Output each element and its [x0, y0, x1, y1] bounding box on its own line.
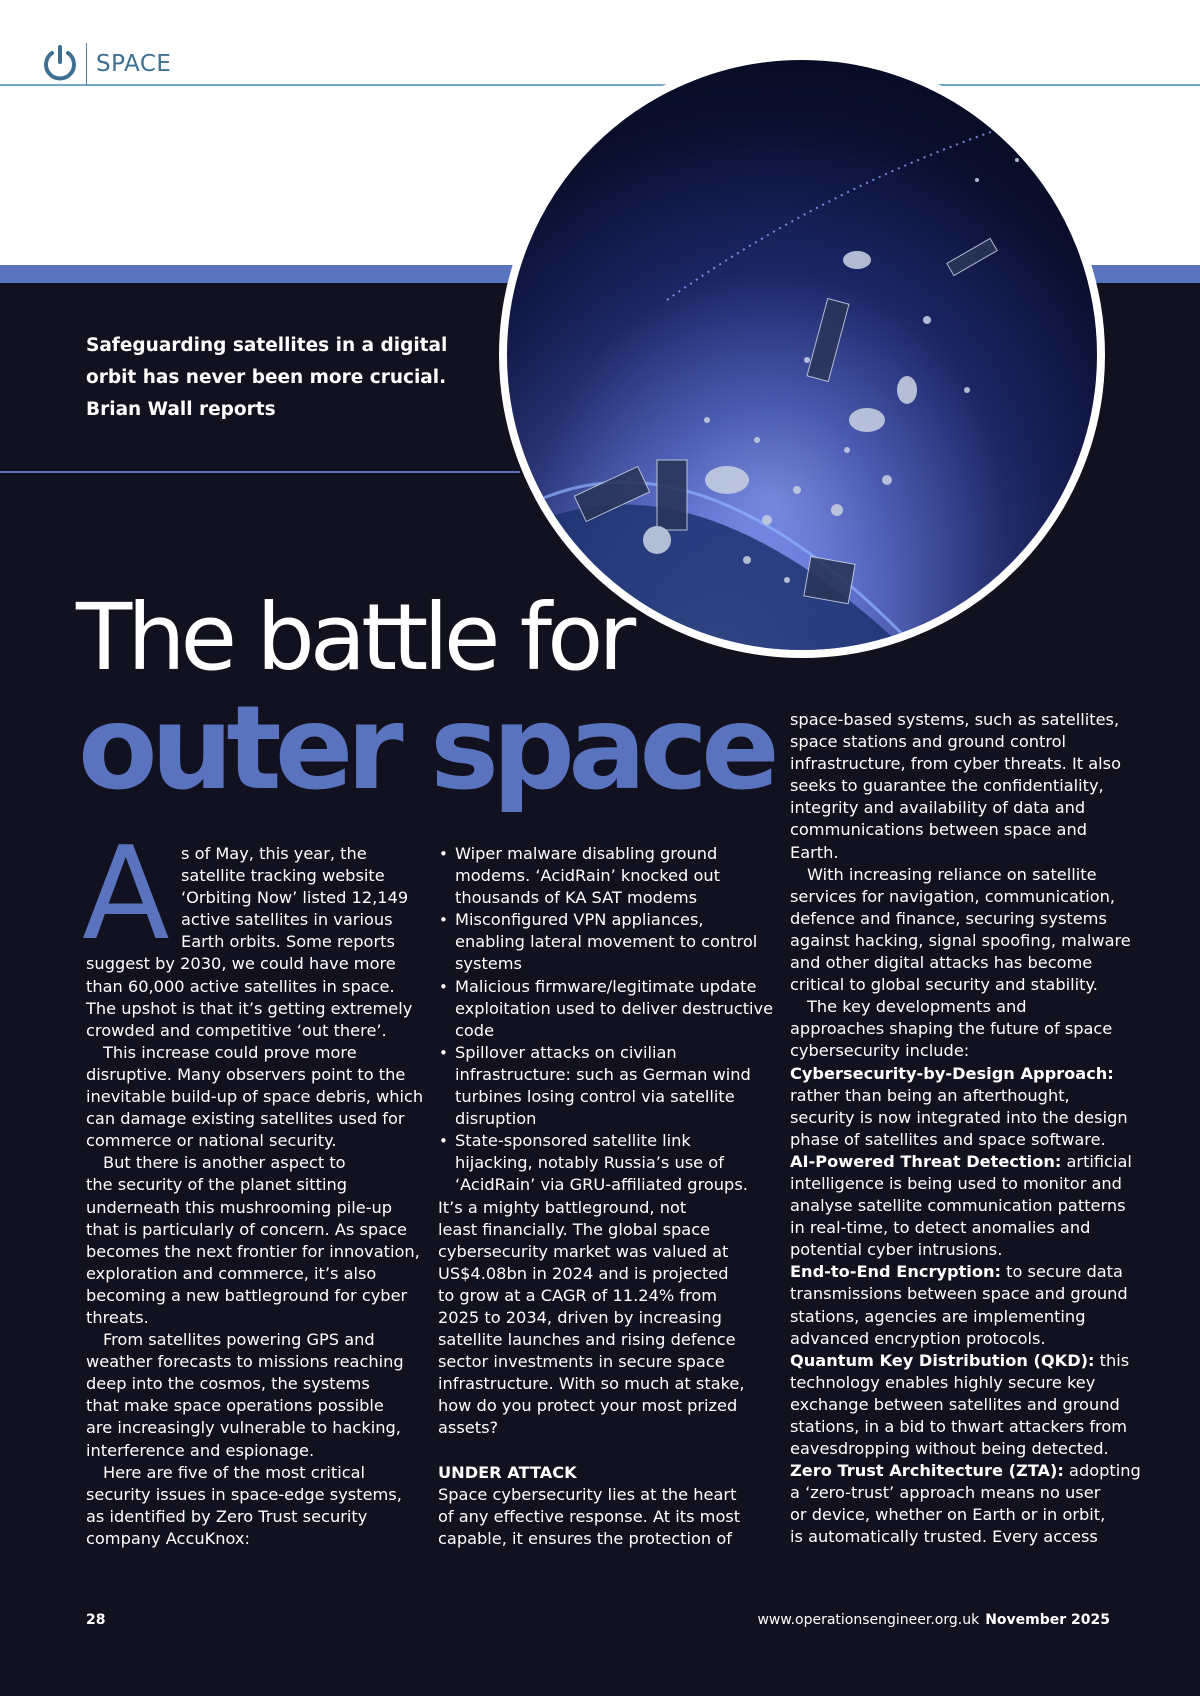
text-line: seeks to guarantee the confidentiality,: [790, 776, 1104, 796]
text-line: rather than being an afterthought,: [790, 1085, 1070, 1105]
text-line: satellite tracking website: [181, 866, 385, 886]
text-line: capable, it ensures the protection of: [438, 1528, 732, 1548]
text-line: potential cyber intrusions.: [790, 1240, 1003, 1260]
text-line: US$4.08bn in 2024 and is projected: [438, 1263, 729, 1283]
list-item: [438, 1042, 778, 1130]
text-line: stations, agencies are implementing: [790, 1306, 1086, 1326]
text-line: a ‘zero-trust’ approach means no user: [790, 1483, 1101, 1503]
list-item: [438, 909, 778, 975]
definition-text: to secure data: [1000, 1262, 1123, 1282]
definition-term-line: [790, 1460, 1141, 1482]
text-line: cybersecurity include:: [790, 1041, 970, 1061]
text-line: threats.: [86, 1307, 149, 1327]
text-line: Space cybersecurity lies at the heart: [438, 1484, 737, 1504]
text-line: transmissions between space and ground: [790, 1284, 1128, 1304]
text-line: to grow at a CAGR of 11.24% from: [438, 1285, 718, 1305]
text-line: advanced encryption protocols.: [790, 1328, 1046, 1348]
section-label: SPACE: [96, 51, 172, 77]
definition-term-line: [790, 1063, 1130, 1085]
definition-term-line: [790, 1151, 1130, 1173]
text-line: code: [455, 1020, 495, 1040]
text-line: • Misconfigured VPN appliances,: [455, 910, 704, 930]
text-line: intelligence is being used to monitor and: [790, 1173, 1122, 1193]
text-line: infrastructure, from cyber threats. It also: [790, 754, 1121, 774]
text-line: of any effective response. At its most: [438, 1506, 741, 1526]
text-line: that make space operations possible: [86, 1396, 384, 1416]
text-line: company AccuKnox:: [86, 1528, 250, 1548]
security-issues-list: [438, 843, 778, 1197]
subheading: UNDER ATTACK: [438, 1462, 577, 1482]
text-line: active satellites in various: [181, 910, 393, 930]
text-line: ‘Orbiting Now’ listed 12,149: [181, 888, 409, 908]
definition-term-line: [790, 1350, 1130, 1372]
definition-term: AI-Powered Threat Detection:: [790, 1151, 1062, 1171]
satellite-debris-illustration: [507, 60, 1097, 650]
text-line: deep into the cosmos, the systems: [86, 1374, 370, 1394]
text-line: than 60,000 active satellites in space.: [86, 976, 395, 996]
definition-term: Zero Trust Architecture (ZTA):: [790, 1461, 1064, 1481]
text-line: how do you protect your most prized: [438, 1396, 738, 1416]
text-line: thousands of KA SAT modems: [455, 888, 698, 908]
definition-term: Quantum Key Distribution (QKD):: [790, 1350, 1095, 1370]
text-line: security issues in space-edge systems,: [86, 1484, 402, 1504]
text-line: that is particularly of concern. As space: [86, 1219, 407, 1239]
page-number: 28: [86, 1612, 106, 1628]
definition-term: End-to-End Encryption:: [790, 1262, 1001, 1282]
text-line: crowded and competitive ‘out there’.: [86, 1020, 387, 1040]
text-line: 2025 to 2034, driven by increasing: [438, 1307, 722, 1327]
list-item: [438, 1130, 778, 1196]
footer-info: [757, 1612, 1110, 1628]
text-line: space stations and ground control: [790, 732, 1067, 752]
text-line: Earth.: [790, 842, 839, 862]
text-line: cybersecurity market was valued at: [438, 1241, 729, 1261]
text-line: But there is another aspect to: [103, 1153, 346, 1173]
text-line: as identified by Zero Trust security: [86, 1506, 368, 1526]
text-line: suggest by 2030, we could have more: [86, 954, 396, 974]
article-column-2: [438, 843, 778, 1550]
text-line: It’s a mighty battleground, not: [438, 1197, 687, 1217]
satellite-debris-image: [499, 52, 1105, 658]
text-line: space-based systems, such as satellites,: [790, 710, 1120, 729]
text-line: or device, whether on Earth or in orbit,: [790, 1505, 1106, 1525]
text-line: is automatically trusted. Every access: [790, 1527, 1098, 1547]
text-line: least financially. The global space: [438, 1219, 711, 1239]
section-header: [40, 42, 171, 86]
text-line: eavesdropping without being detected.: [790, 1439, 1109, 1459]
header-rule: [0, 84, 1200, 86]
headline-line-2: outer space: [78, 681, 773, 816]
text-line: Here are five of the most critical: [103, 1462, 366, 1482]
text-line: hijacking, notably Russia’s use of: [455, 1153, 724, 1173]
text-line: With increasing reliance on satellite: [807, 864, 1097, 884]
text-line: exploitation used to deliver destructive: [455, 998, 774, 1018]
definition-text: this: [1094, 1350, 1130, 1370]
text-line: sector investments in secure space: [438, 1352, 725, 1372]
standfirst: [86, 330, 466, 426]
text-line: underneath this mushrooming pile-up: [86, 1197, 393, 1217]
text-line: This increase could prove more: [103, 1042, 357, 1062]
text-line: The upshot is that it’s getting extremely: [86, 998, 413, 1018]
text-line: • State-sponsored satellite link: [455, 1131, 691, 1151]
text-line: systems: [455, 954, 522, 974]
definition-text: adopting: [1063, 1461, 1141, 1481]
text-line: security is now integrated into the design: [790, 1107, 1128, 1127]
text-line: analyse satellite communication patterns: [790, 1196, 1126, 1216]
text-line: satellite launches and rising defence: [438, 1330, 736, 1350]
text-line: exploration and commerce, it’s also: [86, 1263, 377, 1283]
text-line: and other digital attacks has become: [790, 953, 1093, 973]
text-line: commerce or national security.: [86, 1131, 337, 1151]
text-line: turbines losing control via satellite: [455, 1087, 735, 1107]
text-line: disruptive. Many observers point to the: [86, 1064, 406, 1084]
text-line: exchange between satellites and ground: [790, 1394, 1120, 1414]
list-item: [438, 843, 778, 909]
text-line: defence and finance, securing systems: [790, 908, 1107, 928]
standfirst-line: Brian Wall reports: [86, 399, 276, 420]
text-line: approaches shaping the future of space: [790, 1019, 1113, 1039]
definition-text: artificial: [1061, 1151, 1132, 1171]
text-line: infrastructure. With so much at stake,: [438, 1374, 745, 1394]
text-line: inevitable build-up of space debris, which: [86, 1087, 424, 1107]
text-line: in real-time, to detect anomalies and: [790, 1218, 1091, 1238]
text-line: enabling lateral movement to control: [455, 932, 758, 952]
list-item: [438, 976, 778, 1042]
text-line: infrastructure: such as German wind: [455, 1064, 751, 1084]
standfirst-line: Safeguarding satellites in a digital: [86, 335, 448, 356]
definition-term-line: [790, 1261, 1130, 1283]
text-line: the security of the planet sitting: [86, 1175, 348, 1195]
footer-url[interactable]: www.operationsengineer.org.uk: [757, 1612, 980, 1628]
text-line: assets?: [438, 1418, 499, 1438]
text-line: • Wiper malware disabling ground: [455, 844, 718, 863]
standfirst-line: orbit has never been more crucial.: [86, 367, 447, 388]
text-line: becomes the next frontier for innovation,: [86, 1241, 420, 1261]
text-line: ‘AcidRain’ via GRU-affiliated groups.: [455, 1175, 748, 1195]
text-line: modems. ‘AcidRain’ knocked out: [455, 866, 720, 886]
text-line: communications between space and: [790, 820, 1087, 840]
text-line: Earth orbits. Some reports: [181, 932, 395, 952]
text-line: technology enables highly secure key: [790, 1372, 1096, 1392]
article-column-3: [790, 709, 1141, 1549]
drop-cap: A: [82, 820, 170, 969]
power-icon: [40, 44, 80, 84]
article-column-1: [82, 820, 426, 1550]
text-line: against hacking, signal spoofing, malware: [790, 930, 1131, 950]
text-line: weather forecasts to missions reaching: [86, 1352, 404, 1372]
text-line: s of May, this year, the: [181, 844, 367, 863]
text-line: services for navigation, communication,: [790, 886, 1116, 906]
text-line: phase of satellites and space software.: [790, 1129, 1106, 1149]
text-line: becoming a new battleground for cyber: [86, 1285, 408, 1305]
text-line: can damage existing satellites used for: [86, 1109, 405, 1129]
text-line: integrity and availability of data and: [790, 798, 1086, 818]
text-line: From satellites powering GPS and: [103, 1330, 375, 1350]
issue-date: November 2025: [985, 1612, 1110, 1628]
text-line: interference and espionage.: [86, 1440, 315, 1460]
text-line: • Malicious firmware/legitimate update: [455, 976, 757, 996]
text-line: critical to global security and stability.: [790, 975, 1098, 995]
headline-line-1: The battle for: [76, 584, 632, 691]
text-line: • Spillover attacks on civilian: [455, 1042, 677, 1062]
text-line: stations, in a bid to thwart attackers from: [790, 1417, 1127, 1436]
definition-term: Cybersecurity-by-Design Approach:: [790, 1063, 1114, 1083]
text-line: The key developments and: [807, 997, 1027, 1017]
text-line: are increasingly vulnerable to hacking,: [86, 1418, 401, 1438]
text-line: disruption: [455, 1109, 537, 1129]
intro-rule: [0, 471, 520, 473]
header-divider: [86, 43, 87, 85]
